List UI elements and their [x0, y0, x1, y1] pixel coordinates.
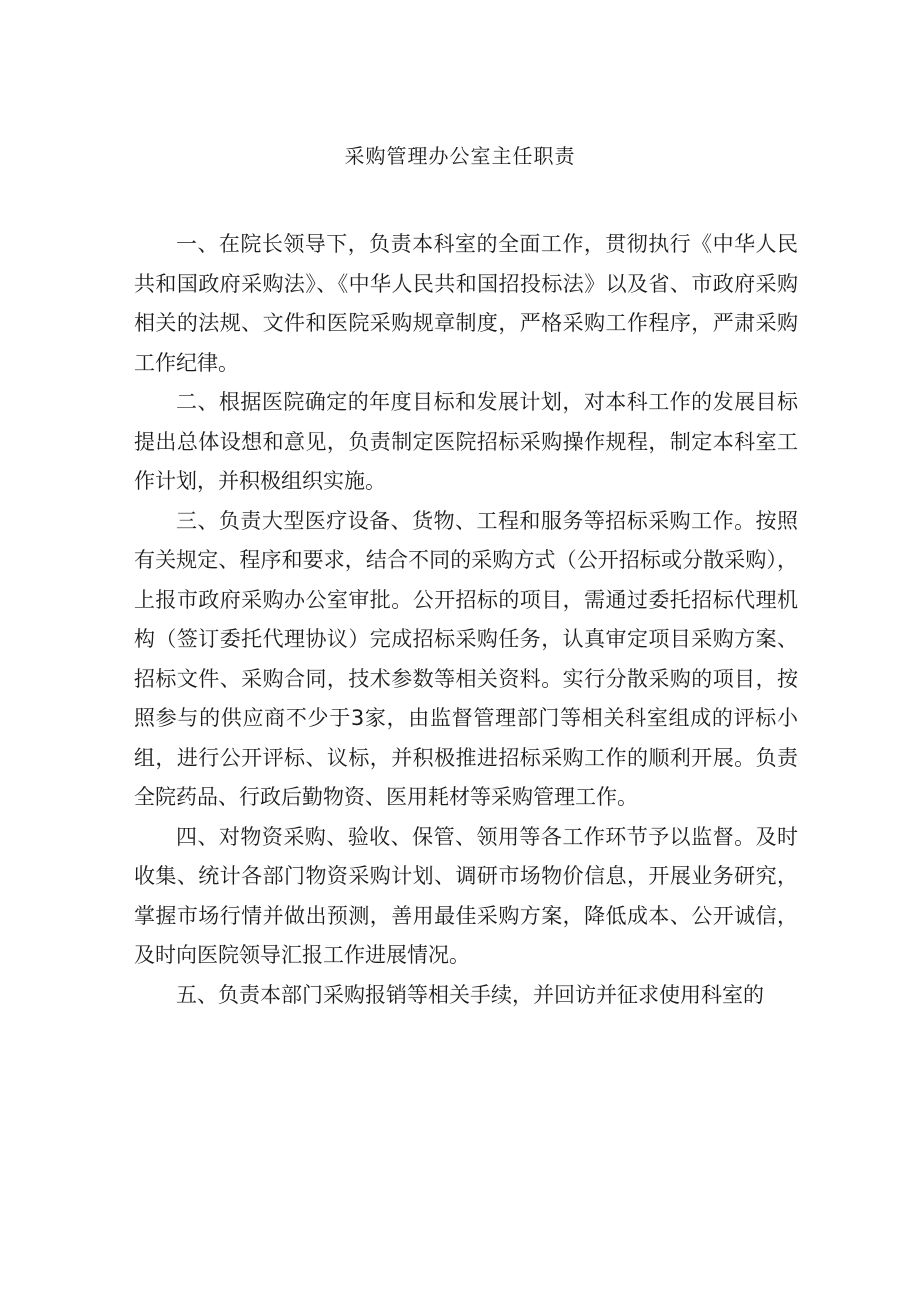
- document-body: [134, 225, 798, 1015]
- paragraph-4: 四、对物资采购、验收、保管、领用等各工作环节予以监督。及时收集、统计各部门物资采购计划、调研市场物价信息，开展业务研究，掌握市场行情并做出预测，善用最佳采购方案，降低成本、公开诚信，及时向医院领导汇报工作进展情况。: [134, 824, 798, 967]
- paragraph-3: 三、负责大型医疗设备、货物、工程和服务等招标采购工作。按照有关规定、程序和要求，结合不同的采购方式（公开招标或分散采购），上报市政府采购办公室审批。公开招标的项目，需通过委托招标代理机构（签订委托代理协议）完成招标采购任务，认真审定项目采购方案、招标文件、采购合同，技术参数等相关资料。实行分散采购的项目，按照参与的供应商不少于3家，由监督管理部门等相关科室组成的评标小组，进行公开评标、议标，并积极推进招标采购工作的顺利开展。负责全院药品、行政后勤物资、医用耗材等采购管理工作。: [134, 508, 798, 809]
- paragraph-1: 一、在院长领导下，负责本科室的全面工作，贯彻执行《中华人民共和国政府采购法》、《中华人民共和国招投标法》以及省、市政府采购相关的法规、文件和医院采购规章制度，严格采购工作程序，严肃采购工作纪律。: [134, 232, 798, 375]
- paragraph-5: 五、负责本部门采购报销等相关手续，并回访并征求使用科室的: [176, 982, 764, 1007]
- document-title: 采购管理办公室主任职责: [344, 144, 576, 168]
- paragraph-2: 二、根据医院确定的年度目标和发展计划，对本科工作的发展目标提出总体设想和意见，负责制定医院招标采购操作规程，制定本科室工作计划，并积极组织实施。: [134, 390, 798, 493]
